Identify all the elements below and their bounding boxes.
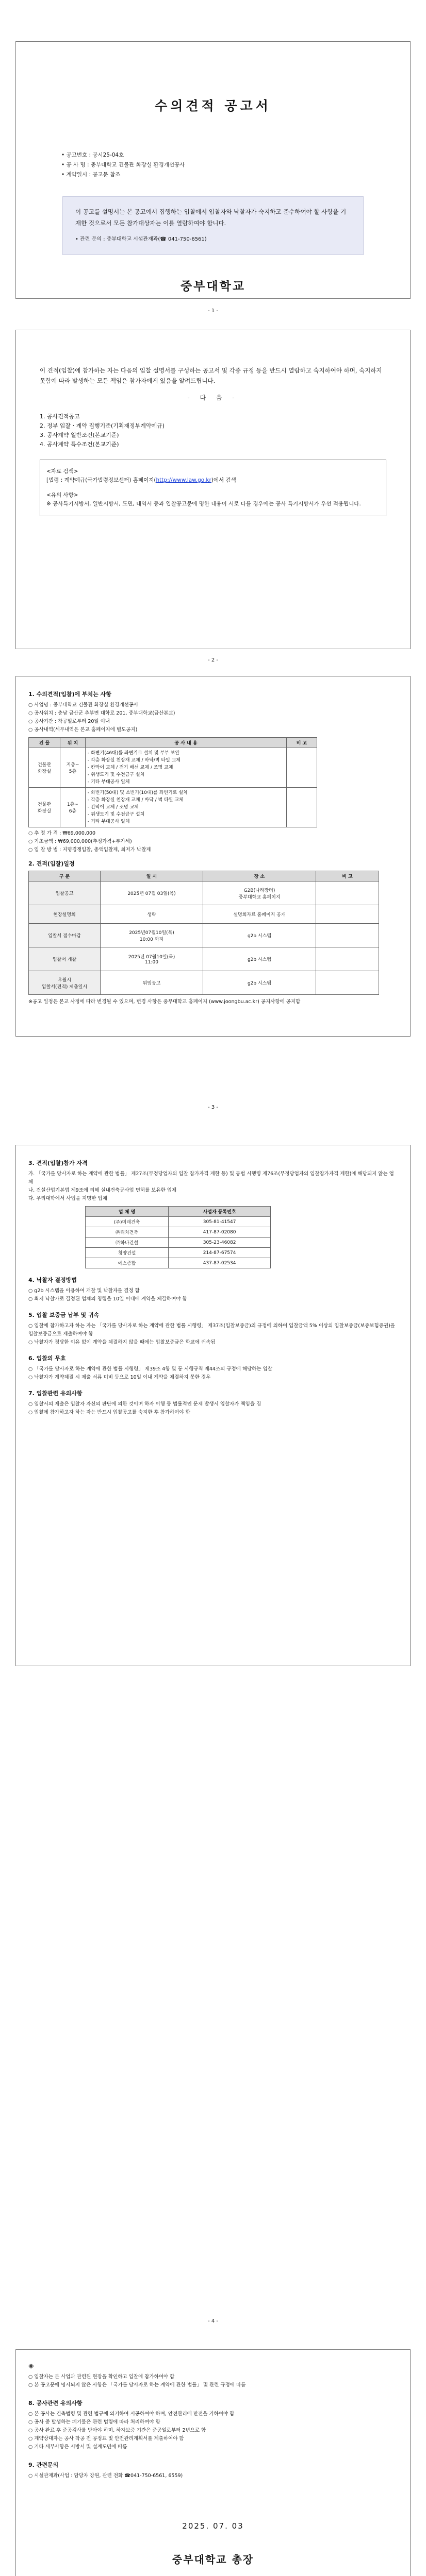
cell-reg-number: 214-87-67574 xyxy=(169,1248,271,1258)
box-law-line xyxy=(46,476,380,485)
section-1-items xyxy=(28,701,398,734)
table-header: 일 시 xyxy=(101,871,203,882)
section-7-title: 7. 입찰관련 유의사항 xyxy=(28,1390,83,1397)
cell-building: 건물관 화장실 xyxy=(29,748,60,788)
cell: 2025년07월10일(목) 10:00 까지 xyxy=(101,924,203,947)
notice-title: 수의견적 공고서 xyxy=(155,98,271,113)
doc-list xyxy=(40,412,410,449)
intro-text: 이 견적(입찰)에 참가하는 자는 다음의 입찰 설명서를 구성하는 공고서 및 각종 규정 등을 반드시 열람하고 숙지하여야 하며, 숙지하지 못함에 따라 발생하는 모든 책임은 참가자에게 있음을 알려드립니다. xyxy=(40,367,382,384)
center-heading: - 다 음 - xyxy=(187,394,239,401)
cell-company: ㈜티치건축 xyxy=(86,1227,169,1238)
note-text: ○ 입찰자는 본 사업과 관련된 현장을 확인하고 입찰에 참가하여야 함 ○ 본 공고문에 명시되지 않은 사항은 「국가를 당사자로 하는 계약에 관한 법률」 및 관련 규정에 따름 xyxy=(28,2374,246,2388)
page-number: - 3 - xyxy=(208,1105,218,1110)
list-item: 1. 공사견적공고 xyxy=(40,413,80,420)
table-header: 사업자 등록번호 xyxy=(169,1207,271,1217)
cell: 입찰공고 xyxy=(29,882,101,905)
cell: g2b 시스템 xyxy=(203,971,316,995)
list-item: 3. 공사계약 일반조건(본교기준) xyxy=(40,432,119,438)
table-header: 비 고 xyxy=(316,871,379,882)
cell: 입찰서 접수마감 xyxy=(29,924,101,947)
table-row xyxy=(86,1248,271,1258)
meta-line-2: • 계약일시 : 공고문 참조 xyxy=(61,172,121,178)
cell xyxy=(316,924,379,947)
table-row xyxy=(86,1258,271,1268)
cell: g2b 시스템 xyxy=(203,924,316,947)
table-row xyxy=(29,882,379,905)
cell-reg-number: 417-87-02080 xyxy=(169,1227,271,1238)
list-item: ○ 공사내역(세부내역은 본교 홈페이지에 별도공지) xyxy=(28,727,138,733)
cell: 2025년 07월10일(목) 11:00 xyxy=(101,947,203,971)
meta-line-1: • 공 사 명 : 충부대학교 건물관 화장실 환경개선공사 xyxy=(61,162,185,168)
table-header: 공 사 내 용 xyxy=(86,738,287,748)
cell-location: 지층~ 5층 xyxy=(60,748,86,788)
list-item: 2. 정부 입찰ㆍ계약 집행기준(기획재정부계약예규) xyxy=(40,422,165,429)
cell-building: 건물관 화장실 xyxy=(29,788,60,827)
table-header: 업 체 명 xyxy=(86,1207,169,1217)
cell: g2b 시스템 xyxy=(203,947,316,971)
meta-line-0: • 공고번호 : 공시25-04호 xyxy=(61,152,124,158)
page-4 xyxy=(15,1145,411,1666)
section-8-title: 8. 공사관련 유의사항 xyxy=(28,2400,83,2406)
cell-content: - 화변기(46대)를 좌변기로 설치 및 부부 보완 - 각층 화장실 천장재 교체 / 바닥/벽 타일 교체 - 칸막이 교체 / 전기 배선 교체 / 조명 교체 - 위생도기 및 수전금구 설치 - 기타 부대공사 일체 xyxy=(86,748,287,788)
table-row xyxy=(29,971,379,995)
section-8-text: ○ 본 공사는 건축법령 및 관련 법규에 의거하여 시공하여야 하며, 안전관리에 만전을 기하여야 함 ○ 공사 중 발생하는 폐기물은 관련 법령에 따라 처리하여야 함 ○ 공사 완료 후 준공검사를 받아야 하며, 하자보증 기간은 준공일로부터 2년으로 함 ○ 계약상대자는 공사 착공 전 공정표 및 안전관리계획서를 제출하여야 함 ○ 기타 세부사항은 시방서 및 설계도면에 따름 xyxy=(28,2411,235,2450)
list-item: 4. 공사계약 특수조건(본교기준) xyxy=(40,441,119,448)
notice-contact: • 관련 문의 : 중부대학교 시설관재과(☎ 041-750-6561) xyxy=(75,236,207,242)
cell-company: 에스종합 xyxy=(86,1258,169,1268)
table-row xyxy=(29,924,379,947)
section-1-title: 1. 수의견적(입찰)에 부치는 사항 xyxy=(28,691,111,698)
law-link[interactable]: http://www.law.go.kr xyxy=(156,477,211,483)
box-law-text: [법령 : 계약예규(국가법령정보센터) 홈페이지( xyxy=(46,477,156,483)
cell-company: 청양건설 xyxy=(86,1248,169,1258)
page-number: - 4 - xyxy=(208,2318,218,2324)
table-row xyxy=(86,1227,271,1238)
note-title: ※ xyxy=(28,2363,34,2370)
signature: 중부대학교 총장 xyxy=(172,2553,254,2566)
cell: 위임공고 xyxy=(101,971,203,995)
cell xyxy=(316,882,379,905)
cell xyxy=(316,971,379,995)
table-row xyxy=(29,947,379,971)
page-2 xyxy=(15,330,411,649)
section-5-title: 5. 입찰 보증금 납부 및 귀속 xyxy=(28,1312,100,1318)
box-law-end: )에서 검색 xyxy=(211,477,236,483)
table-header: 장 소 xyxy=(203,871,316,882)
cell xyxy=(316,905,379,924)
table-row xyxy=(29,905,379,924)
page-3 xyxy=(15,676,411,1037)
table-header: 건 물 xyxy=(29,738,60,748)
box-ref-text: ※ 공사특기시방서, 일반시방서, 도면, 내역서 등과 입찰공고문에 명한 내용이 서로 다를 경우에는 공사 특기시방서가 우선 적용됩니다. xyxy=(46,501,361,507)
section-4-text: ○ g2b 시스템을 이용하여 개찰 및 낙찰자를 결정 함 ○ 최저 낙찰가로 결정된 업체의 청렴을 10일 이내에 계약을 체결하여야 함 xyxy=(28,1288,187,1302)
section-4-title: 4. 낙찰자 결정방법 xyxy=(28,1277,77,1283)
table-row xyxy=(86,1217,271,1227)
page-1 xyxy=(15,41,411,299)
page-number: - 2 - xyxy=(208,657,218,663)
section-3-title: 3. 견적(입찰)참가 자격 xyxy=(28,1160,88,1166)
table-row xyxy=(86,1238,271,1248)
schedule-note: ※공고 일정은 본교 사정에 따라 변경될 수 있으며, 변경 사항은 중부대학교 홈페이지 (www.joongbu.ac.kr) 공지사항에 공지함 xyxy=(28,999,301,1005)
cell-note xyxy=(287,748,317,788)
table-header: 비 고 xyxy=(287,738,317,748)
cell-reg-number: 305-81-41547 xyxy=(169,1217,271,1227)
section-6-title: 6. 입찰의 무효 xyxy=(28,1355,66,1362)
section-5-text: ○ 입찰에 참가하고자 하는 자는 「국가를 당사자로 하는 계약에 관한 법률 시행령」 제37조(입찰보증금)의 규정에 의하여 입찰금액 5% 이상의 입찰보증금(보증보험증권)을 입찰보증금으로 제출하여야 함 ○ 낙찰자가 정당한 이유 없이 계약을 체결하지 않을 때에는 입찰보증금은 학교에 귀속됨 xyxy=(28,1323,395,1345)
section-1-tail xyxy=(28,829,398,854)
schedule-table xyxy=(28,871,379,995)
cell: 2025년 07월 03일(목) xyxy=(101,882,203,905)
work-table xyxy=(28,737,317,827)
method-line: ○ 입 찰 방 법 : 지명경쟁입찰, 총액입찰제, 최저가 낙찰제 xyxy=(28,847,151,853)
page-5 xyxy=(15,2349,411,2576)
table-row xyxy=(29,748,317,788)
price-line: ○ 기초금액 : ₩69,000,000(추정가격+부가세) xyxy=(28,839,132,844)
list-item: ○ 사업명 : 중부대학교 건물관 화장실 환경개선공사 xyxy=(28,702,139,708)
notice-text: 이 공고를 설명서는 본 공고에서 집행하는 입찰에서 입찰자와 낙찰자가 숙지하고 준수하여야 할 사항을 기재한 것으로서 모든 참가대상자는 이를 열람하여야 합니다. xyxy=(75,208,347,227)
cell: G2B(나라장터) 중부대학교 홈페이지 xyxy=(203,882,316,905)
box-law-title: <자료 검색> xyxy=(46,468,78,474)
cell: 생략 xyxy=(101,905,203,924)
cell-reg-number: 305-23-46082 xyxy=(169,1238,271,1248)
notice-meta xyxy=(61,150,410,180)
school-name: 중부대학교 xyxy=(180,280,246,293)
cell-company: (주)미래건축 xyxy=(86,1217,169,1227)
section-7-text: ○ 입찰서의 제출은 입찰자 자신의 판단에 의한 것이며 하자 이행 등 법률적인 문제 발생시 입찰자가 책임을 짐 ○ 입찰에 참가하고자 하는 자는 반드시 입찰공고를 숙지한 후 참가하여야 함 xyxy=(28,1401,261,1415)
reference-box xyxy=(40,460,386,516)
cell: 입찰서 개찰 xyxy=(29,947,101,971)
cell: 현장설명회 xyxy=(29,905,101,924)
page-number: - 1 - xyxy=(208,308,218,314)
table-header: 위 치 xyxy=(60,738,86,748)
box-ref-title: <유의 사항> xyxy=(46,492,78,498)
price-line: ○ 추 정 가 격 : ₩69,000,000 xyxy=(28,831,96,836)
notice-date: 2025. 07. 03 xyxy=(182,2521,244,2531)
table-header: 구 분 xyxy=(29,871,101,882)
cell-reg-number: 437-87-02534 xyxy=(169,1258,271,1268)
cell-content: - 화변기(50대) 및 소변기(10대)를 좌변기로 설치 - 각층 화장실 천장재 교체 / 바닥 / 벽 타일 교체 - 칸막이 교체 / 조명 교체 - 위생도기 및 수전금구 설치 - 기타 부대공사 일체 xyxy=(86,788,287,827)
table-row xyxy=(29,788,317,827)
cell: 우월시 입찰서(견적) 제출일시 xyxy=(29,971,101,995)
section-3-text: 가. 「국가를 당사자로 하는 계약에 관한 법률」 제27조(부정당업자의 입찰 참가자격 제한 등) 및 동법 시행령 제76조(부정당업자의 입찰참가자격 제한)에 해당되지 않는 업체 나. 건설산업기본법 제9조에 의해 실내건축공사업 면허를 보유한 업체 다. 우리대학에서 사업을 지명한 업체 xyxy=(28,1171,394,1201)
section-6-text: ○ 「국가를 당사자로 하는 계약에 관한 법률 시행령」 제39조 4항 및 동 시행규칙 제44조의 규정에 해당하는 입찰 ○ 낙찰자가 계약체결 시 제출 서류 미비 등으로 10일 이내 계약을 체결하지 못한 경우 xyxy=(28,1366,272,1380)
section-2-title: 2. 견적(입찰)일정 xyxy=(28,860,75,867)
list-item: ○ 공사위치 : 충남 금산군 추부면 대학로 201, 중부대학교(금산본교) xyxy=(28,710,175,716)
company-table xyxy=(85,1206,271,1268)
cell: 설명회자료 홈페이지 공개 xyxy=(203,905,316,924)
cell-location: 1층~ 6층 xyxy=(60,788,86,827)
cell-note xyxy=(287,788,317,827)
cell xyxy=(316,947,379,971)
cell-company: ㈜하나건설 xyxy=(86,1238,169,1248)
list-item: ○ 공사기간 : 착공일로부터 20일 이내 xyxy=(28,719,110,724)
notice-box xyxy=(62,196,364,255)
section-9-title: 9. 관련문의 xyxy=(28,2462,59,2468)
section-9-text: ○ 시설관재과(사업 : 담당자 강원, 관련 전화 ☎041-750-6561, 6559) xyxy=(28,2473,183,2479)
